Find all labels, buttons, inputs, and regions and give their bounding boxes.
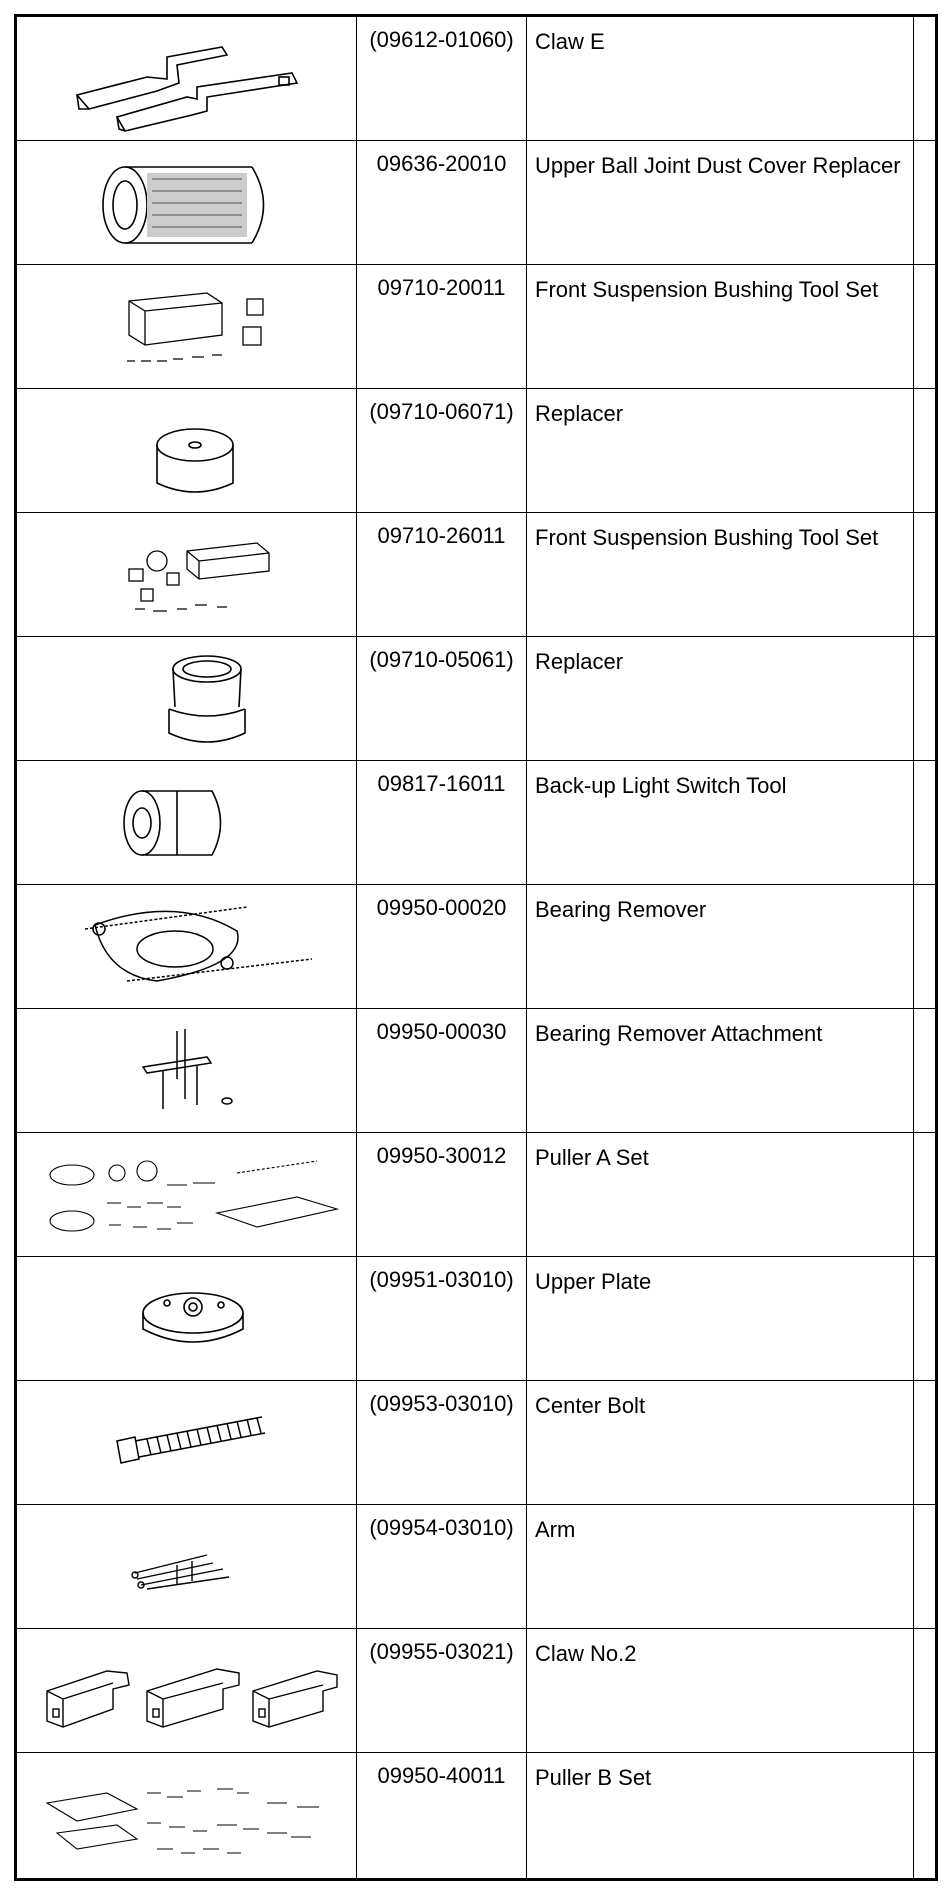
table-row	[17, 1753, 935, 1878]
tool-image-cell	[17, 1381, 357, 1504]
part-number: (09954-03010)	[357, 1505, 527, 1628]
tool-table	[14, 14, 938, 1881]
puller-b-set-illustration	[17, 1753, 357, 1877]
part-number: (09951-03010)	[357, 1257, 527, 1380]
claw-e-illustration	[17, 17, 357, 141]
table-row	[17, 1257, 935, 1381]
claw-no2-illustration	[17, 1629, 357, 1753]
part-number: 09710-20011	[357, 265, 527, 388]
blank-cell	[914, 1133, 935, 1256]
table-row	[17, 761, 935, 885]
bushing-tool-set-2-illustration	[17, 513, 357, 637]
tool-name: Bearing Remover Attachment	[527, 1009, 914, 1132]
part-number: 09817-16011	[357, 761, 527, 884]
part-number: 09950-00030	[357, 1009, 527, 1132]
replacer-2-illustration	[17, 637, 357, 761]
blank-cell	[914, 513, 935, 636]
table-row	[17, 1133, 935, 1257]
replacer-illustration	[17, 389, 357, 513]
tool-image-cell	[17, 1629, 357, 1752]
center-bolt-illustration	[17, 1381, 357, 1505]
bearing-remover-illustration	[17, 885, 357, 1009]
tool-image-cell	[17, 885, 357, 1008]
blank-cell	[914, 1505, 935, 1628]
part-number: 09710-26011	[357, 513, 527, 636]
blank-cell	[914, 761, 935, 884]
table-row	[17, 1381, 935, 1505]
part-number: 09950-40011	[357, 1753, 527, 1878]
tool-image-cell	[17, 141, 357, 264]
tool-name: Upper Ball Joint Dust Cover Replacer	[527, 141, 914, 264]
tool-image-cell	[17, 1009, 357, 1132]
puller-a-set-illustration	[17, 1133, 357, 1257]
part-number: (09953-03010)	[357, 1381, 527, 1504]
table-row	[17, 265, 935, 389]
table-row	[17, 1505, 935, 1629]
table-row	[17, 389, 935, 513]
part-number: 09636-20010	[357, 141, 527, 264]
tool-name: Claw E	[527, 17, 914, 140]
part-number: (09710-05061)	[357, 637, 527, 760]
tool-image-cell	[17, 1505, 357, 1628]
tool-name: Replacer	[527, 389, 914, 512]
blank-cell	[914, 265, 935, 388]
tool-name: Puller A Set	[527, 1133, 914, 1256]
part-number: (09955-03021)	[357, 1629, 527, 1752]
dust-cover-replacer-illustration	[17, 141, 357, 265]
bearing-remover-attachment-illustration	[17, 1009, 357, 1133]
blank-cell	[914, 389, 935, 512]
blank-cell	[914, 1009, 935, 1132]
blank-cell	[914, 1629, 935, 1752]
tool-image-cell	[17, 1133, 357, 1256]
blank-cell	[914, 17, 935, 140]
table-row	[17, 513, 935, 637]
part-number: (09710-06071)	[357, 389, 527, 512]
tool-name: Front Suspension Bushing Tool Set	[527, 513, 914, 636]
tool-image-cell	[17, 389, 357, 512]
table-row	[17, 17, 935, 141]
tool-image-cell	[17, 637, 357, 760]
tool-image-cell	[17, 265, 357, 388]
arm-illustration	[17, 1505, 357, 1629]
part-number: 09950-30012	[357, 1133, 527, 1256]
tool-name: Claw No.2	[527, 1629, 914, 1752]
upper-plate-illustration	[17, 1257, 357, 1381]
switch-tool-illustration	[17, 761, 357, 885]
table-row	[17, 885, 935, 1009]
blank-cell	[914, 1381, 935, 1504]
tool-name: Bearing Remover	[527, 885, 914, 1008]
table-row	[17, 1009, 935, 1133]
tool-image-cell	[17, 513, 357, 636]
blank-cell	[914, 1753, 935, 1878]
tool-name: Center Bolt	[527, 1381, 914, 1504]
tool-image-cell	[17, 1753, 357, 1878]
part-number: 09950-00020	[357, 885, 527, 1008]
tool-image-cell	[17, 761, 357, 884]
blank-cell	[914, 637, 935, 760]
blank-cell	[914, 1257, 935, 1380]
tool-name: Upper Plate	[527, 1257, 914, 1380]
part-number: (09612-01060)	[357, 17, 527, 140]
bushing-tool-set-illustration	[17, 265, 357, 389]
tool-name: Replacer	[527, 637, 914, 760]
table-row	[17, 1629, 935, 1753]
tool-name: Arm	[527, 1505, 914, 1628]
table-row	[17, 637, 935, 761]
tool-name: Puller B Set	[527, 1753, 914, 1878]
tool-image-cell	[17, 17, 357, 140]
tool-name: Back-up Light Switch Tool	[527, 761, 914, 884]
blank-cell	[914, 141, 935, 264]
blank-cell	[914, 885, 935, 1008]
tool-image-cell	[17, 1257, 357, 1380]
table-row	[17, 141, 935, 265]
tool-name: Front Suspension Bushing Tool Set	[527, 265, 914, 388]
